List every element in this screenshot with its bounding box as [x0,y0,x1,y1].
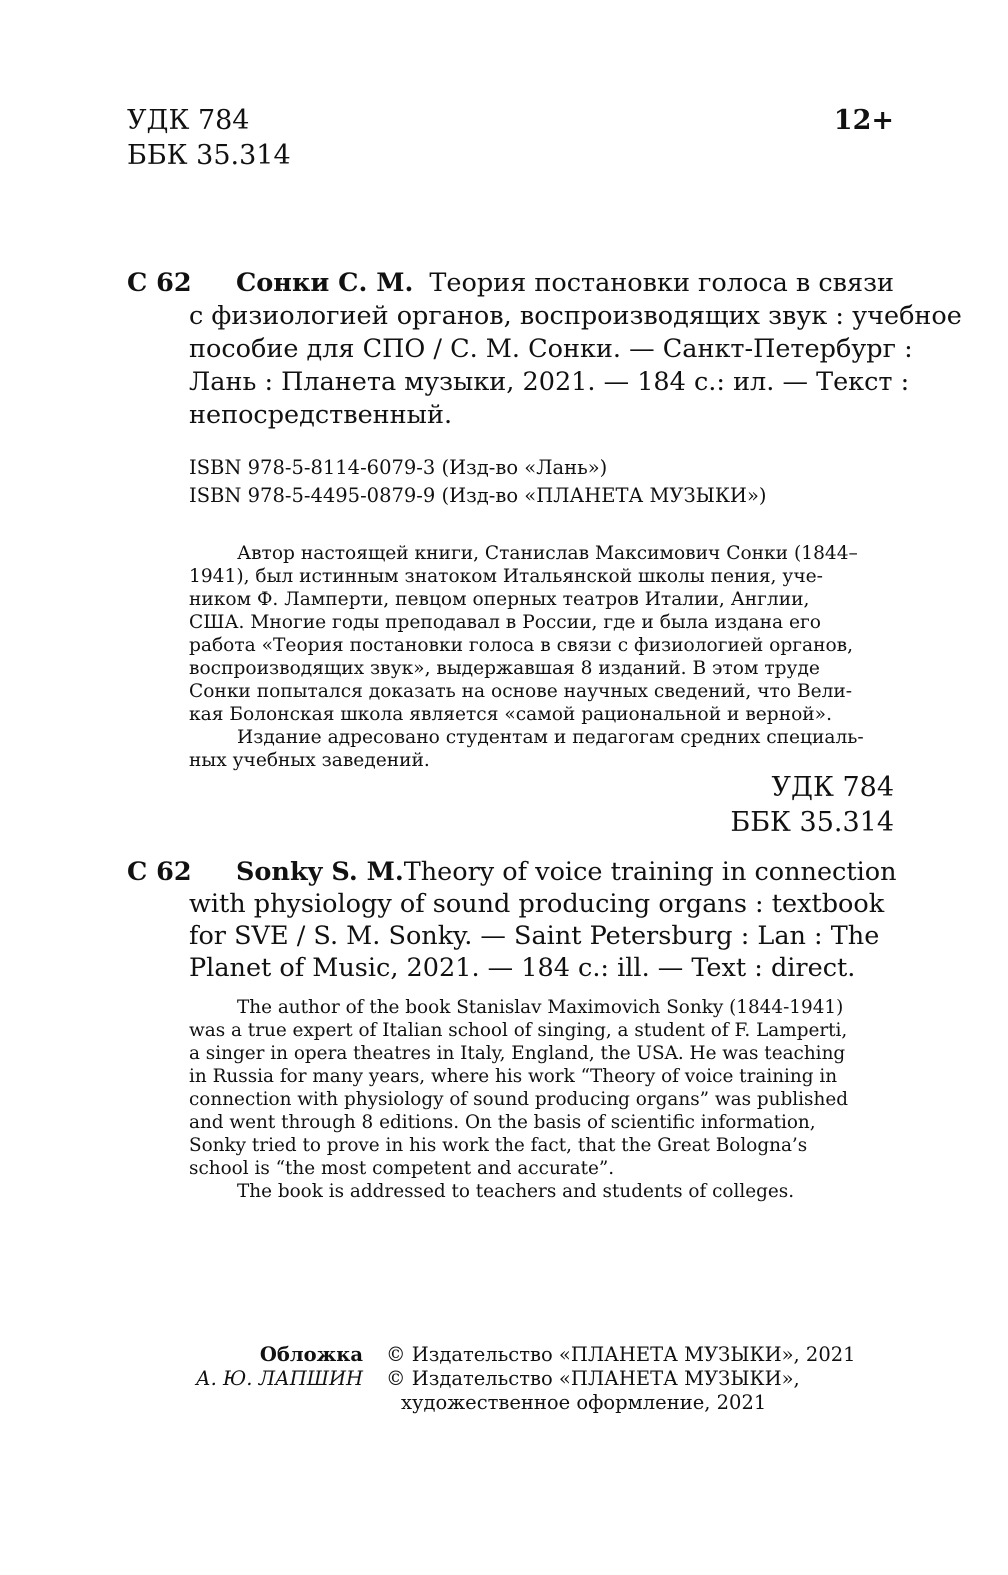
en-annotation-line: The book is addressed to teachers and students of colleges. [237,1181,795,1202]
en-record-code: С 62 [127,857,192,887]
header-udk: УДК 784 [127,105,250,136]
ru-annotation-line: кая Болонская школа является «самой рациональной и верной». [189,704,832,725]
en-annotation-line: school is “the most competent and accurate”. [189,1158,615,1179]
ru-annotation-line: Сонки попытался доказать на основе научных сведений, что Вели- [189,681,853,702]
ru-annotation-line: Издание адресовано студентам и педагогам средних специаль- [237,727,864,748]
en-annotation-line: connection with physiology of sound producing organs” was published [189,1089,848,1110]
en-record-line: with physiology of sound producing organs : textbook [189,889,885,919]
en-annotation-line: was a true expert of Italian school of singing, a student of F. Lamperti, [189,1020,848,1041]
ru-record-udk: УДК 784 [771,772,894,803]
ru-record-code: С 62 [127,268,192,298]
isbn-publisher: (Изд-во «ПЛАНЕТА МУЗЫКИ») [441,484,767,507]
copyright-line: © Издательство «ПЛАНЕТА МУЗЫКИ», [386,1367,800,1390]
ru-annotation-line: ных учебных заведений. [189,750,430,771]
isbn-planeta [189,484,766,507]
en-annotation-line: a singer in opera theatres in Italy, England, the USA. He was teaching [189,1043,846,1064]
ru-record-line: Лань : Планета музыки, 2021. — 184 с.: ил. — Текст : [189,367,910,397]
age-rating: 12+ [833,105,894,136]
isbn-number: ISBN 978-5-8114-6079-3 [189,456,436,479]
en-record-title-start: Theory of voice training in connection [403,857,897,887]
en-record-line: for SVE / S. M. Sonky. — Saint Petersburg : Lan : The [189,921,880,951]
en-annotation-line: Sonky tried to prove in his work the fact, that the Great Bologna’s [189,1135,808,1156]
en-record-line: Planet of Music, 2021. — 184 с.: ill. — Text : direct. [189,953,856,983]
ru-annotation-line: Автор настоящей книги, Станислав Максимович Сонки (1844– [237,543,858,564]
en-record-title-line [236,857,897,887]
isbn-number: ISBN 978-5-4495-0879-9 [189,484,436,507]
isbn-publisher: (Изд-во «Лань») [441,456,608,479]
ru-record-line: с физиологией органов, воспроизводящих звук : учебное [189,301,962,331]
ru-record-line: непосредственный. [189,400,453,430]
header-bbk: ББК 35.314 [127,140,291,171]
ru-annotation-line: воспроизводящих звук», выдержавшая 8 изданий. В этом труде [189,658,820,679]
en-annotation-line: in Russia for many years, where his work “Theory of voice training in [189,1066,838,1087]
ru-record-title-start: Теория постановки голоса в связи [429,268,894,298]
en-annotation-line: and went through 8 editions. On the basis of scientific information, [189,1112,816,1133]
ru-record-line: пособие для СПО / С. М. Сонки. — Санкт-Петербург : [189,334,913,364]
copyright-line: © Издательство «ПЛАНЕТА МУЗЫКИ», 2021 [386,1343,856,1366]
cover-artist: А. Ю. ЛАПШИН [195,1367,363,1390]
isbn-lan [189,456,607,479]
en-record-author: Sonky S. M. [236,857,404,887]
ru-annotation-line: 1941), был истинным знатоком Итальянской школы пения, уче- [189,566,823,587]
en-annotation-line: The author of the book Stanislav Maximovich Sonky (1844-1941) [237,997,844,1018]
ru-record-author: Сонки С. М. [236,268,414,298]
ru-annotation-line: ником Ф. Ламперти, певцом оперных театров Италии, Англии, [189,589,810,610]
ru-annotation-line: работа «Теория постановки голоса в связи с физиологией органов, [189,635,854,656]
ru-annotation-line: США. Многие годы преподавал в России, где и была издана его [189,612,821,633]
ru-record-title-line [236,268,894,298]
cover-label: Обложка [259,1343,363,1366]
ru-record-bbk: ББК 35.314 [730,807,894,838]
copyright-line: художественное оформление, 2021 [401,1391,767,1414]
